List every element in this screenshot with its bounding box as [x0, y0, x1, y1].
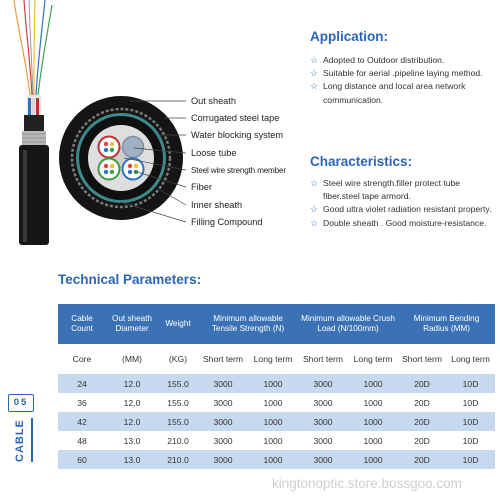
table-cell: 36	[58, 393, 106, 412]
label-inner-sheath: Inner sheath	[191, 200, 243, 210]
subheader-cell: Long term	[451, 353, 490, 364]
table-row	[58, 374, 495, 393]
table-cell: 1000	[248, 431, 298, 450]
table-row	[58, 431, 495, 450]
star-icon: ☆	[310, 178, 319, 188]
table-cell: 1000	[248, 393, 298, 412]
table-cell: 3000	[198, 450, 248, 469]
label-loose-tube: Loose tube	[191, 148, 237, 158]
table-cell: 10D	[446, 450, 495, 469]
technical-parameters-table	[58, 304, 495, 469]
table-cell: 24	[58, 374, 106, 393]
table-cell: 3000	[298, 412, 348, 431]
table-row	[58, 393, 495, 412]
list-item: ☆ Suitable for aerial .pipeline laying method.	[310, 67, 495, 80]
table-cell: 10D	[446, 393, 495, 412]
badge-number: 05	[8, 394, 34, 412]
section-badge	[4, 392, 38, 472]
table-cell: 12.0	[106, 374, 158, 393]
table-cell: 20D	[398, 412, 446, 431]
label-filling-compound: Filling Compound	[191, 217, 263, 227]
table-header-row	[58, 304, 495, 344]
label-water-blocking: Water blocking system	[191, 130, 284, 140]
table-cell: 210.0	[158, 450, 198, 469]
table-cell: 3000	[298, 374, 348, 393]
list-item: ☆ Steel wire strength.filler protect tube fiber.steel tape armord.	[310, 178, 461, 202]
table-cell: 1000	[248, 374, 298, 393]
badge-divider	[31, 418, 33, 462]
label-outer-sheath: Out sheath	[191, 96, 236, 106]
table-cell: 60	[58, 450, 106, 469]
table-cell: 1000	[248, 412, 298, 431]
characteristics-title: Characteristics:	[310, 154, 413, 169]
table-cell: 20D	[398, 374, 446, 393]
table-cell: 1000	[348, 450, 398, 469]
table-cell: 3000	[198, 393, 248, 412]
table-row	[58, 450, 495, 469]
table-cell: 10D	[446, 374, 495, 393]
subheader-cell: Short term	[302, 353, 344, 364]
table-cell: 3000	[198, 374, 248, 393]
subheader-cell: Short term	[401, 353, 443, 364]
label-strength-member: Steel wire strength member	[191, 166, 286, 175]
table-cell: 1000	[348, 374, 398, 393]
table-cell: 12.0	[106, 393, 158, 412]
label-steel-tape: Corrugated steel tape	[191, 113, 280, 123]
table-subheader-row	[58, 344, 495, 374]
table-cell: 48	[58, 431, 106, 450]
table-cell: 12.0	[106, 412, 158, 431]
table-cell: 3000	[298, 431, 348, 450]
star-icon: ☆	[310, 204, 319, 215]
label-fiber: Fiber	[191, 182, 212, 192]
table-cell: 1000	[248, 450, 298, 469]
technical-title: Technical Parameters:	[58, 272, 202, 287]
header-cable-count: Cable Count	[58, 304, 106, 344]
table-row	[58, 412, 495, 431]
application-title: Application:	[310, 29, 388, 44]
table-cell: 3000	[198, 431, 248, 450]
table-cell: 3000	[298, 450, 348, 469]
header-bending: Minimum Bending Radius (MM)	[398, 304, 495, 344]
table-cell: 1000	[348, 412, 398, 431]
table-cell: 13.0	[106, 431, 158, 450]
table-cell: 155.0	[158, 374, 198, 393]
table-cell: 155.0	[158, 412, 198, 431]
header-diameter: Out sheath Diameter	[106, 304, 158, 344]
table-cell: 3000	[198, 412, 248, 431]
list-item: ☆ Long distance and local area network communication.	[310, 81, 466, 105]
list-item: ☆ Adopted to Outdoor distribution.	[310, 54, 495, 67]
cable-photo	[0, 0, 60, 245]
header-weight: Weight	[158, 304, 198, 344]
subheader-cell: Core	[72, 353, 92, 364]
table-cell: 13.0	[106, 450, 158, 469]
badge-word: CABLE	[14, 419, 26, 462]
header-tensile: Minimum allowable Tensile Strength (N)	[198, 304, 298, 344]
header-crush: Minimum allowable Crush Load (N/100mm)	[298, 304, 398, 344]
watermark: kingtonoptic.store.bossgoo.com	[272, 476, 462, 491]
table-cell: 10D	[446, 431, 495, 450]
subheader-cell: (KG)	[168, 353, 188, 364]
subheader-cell: Short term	[202, 353, 244, 364]
table-cell: 42	[58, 412, 106, 431]
subheader-cell: Long term	[353, 353, 393, 364]
star-icon: ☆	[310, 55, 319, 65]
table-cell: 155.0	[158, 393, 198, 412]
star-icon: ☆	[310, 68, 319, 79]
star-icon: ☆	[310, 81, 319, 92]
subheader-cell: (MM)	[121, 353, 143, 364]
list-item: ☆ Good ultra violet radiation resistant property.	[310, 203, 495, 216]
table-cell: 1000	[348, 393, 398, 412]
table-cell: 10D	[446, 412, 495, 431]
table-cell: 210.0	[158, 431, 198, 450]
cable-cross-section	[58, 95, 184, 221]
table-cell: 20D	[398, 431, 446, 450]
application-list	[310, 54, 495, 107]
star-icon: ☆	[310, 217, 319, 228]
table-body	[58, 344, 495, 469]
table-cell: 3000	[298, 393, 348, 412]
characteristics-list	[310, 177, 495, 230]
table-cell: 1000	[348, 431, 398, 450]
table-cell: 20D	[398, 450, 446, 469]
table-cell: 20D	[398, 393, 446, 412]
subheader-cell: Long term	[253, 353, 293, 364]
list-item: ☆ Double sheath . Good moisture-resistance.	[310, 217, 495, 230]
